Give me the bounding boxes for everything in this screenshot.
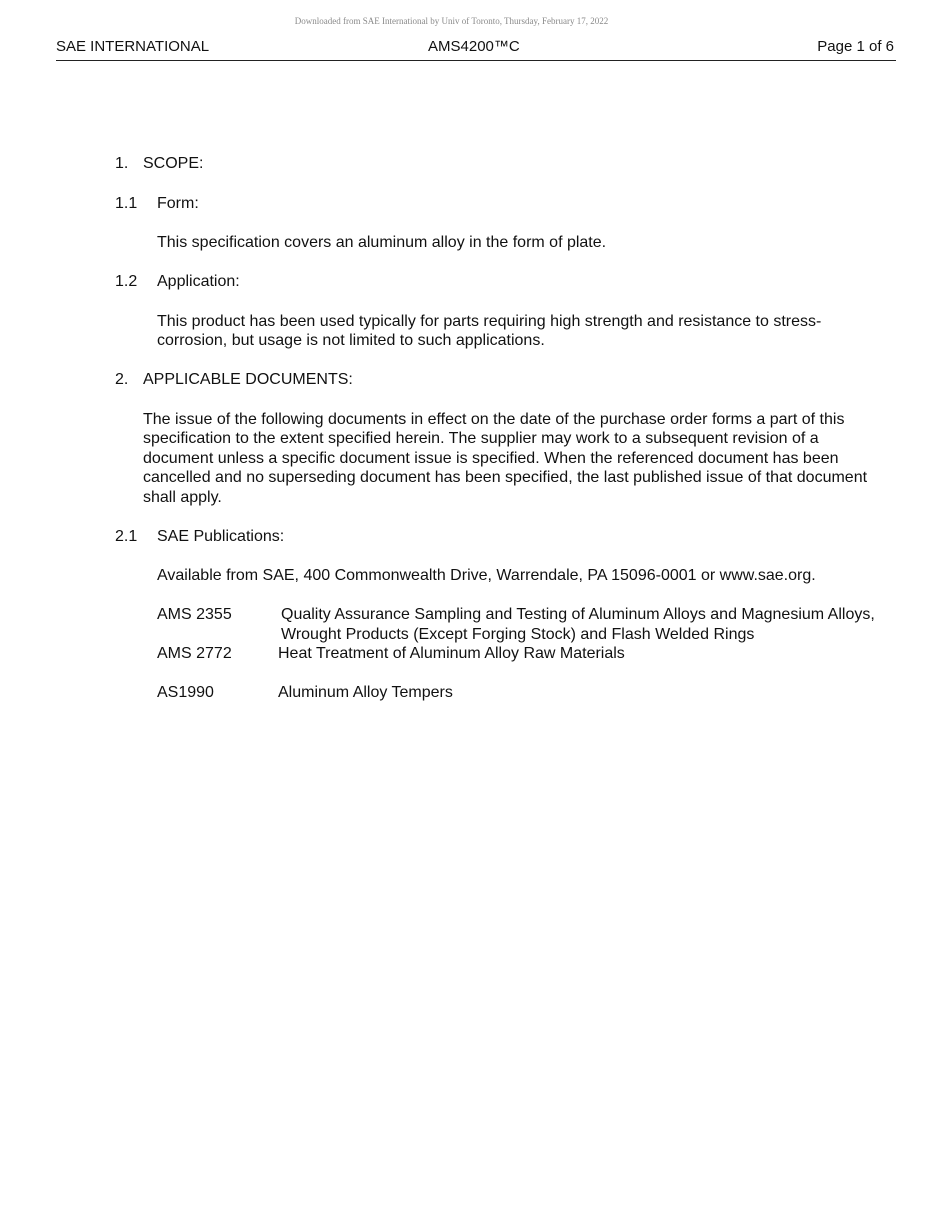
section-title: SAE Publications: [157, 527, 285, 545]
download-watermark: Downloaded from SAE International by Univ of Toronto, Thursday, February 17, 2022 [294, 16, 609, 26]
reference-title: Quality Assurance Sampling and Testing of Aluminum Alloys and Magnesium Alloys, Wrought Products (Except Forging Stock) and Flash Welded Rings [281, 606, 875, 643]
section-applicable-documents-text: The issue of the following documents in effect on the date of the purchase order forms a part of this specification to the extent specified herein. The supplier may work to a subsequent revision of a document unless a specific document issue is specified. When the referenced document has been cancelled and no superseding document has been specified, the last published issue of that document shall apply. [143, 410, 868, 506]
section-sae-publications-text: Available from SAE, 400 Commonwealth Drive, Warrendale, PA 15096-0001 or www.sae.org. [157, 567, 816, 584]
section-number: 1.2 [115, 273, 138, 290]
section-application-heading [0, 272, 950, 292]
section-applicable-documents-heading [0, 370, 950, 390]
section-scope-heading [0, 154, 950, 174]
section-title: Form: [157, 194, 199, 212]
header-organization: SAE INTERNATIONAL [56, 38, 210, 55]
page-header [56, 38, 896, 61]
reference-code: AS1990 [157, 684, 214, 701]
reference-code: AMS 2772 [157, 645, 232, 662]
section-number: 1. [115, 155, 129, 172]
reference-list [157, 605, 877, 703]
section-number: 2.1 [115, 527, 138, 545]
section-title: APPLICABLE DOCUMENTS: [143, 371, 353, 388]
header-document-id: AMS4200™C [428, 38, 520, 55]
section-title: Application: [157, 273, 240, 290]
section-sae-publications-heading [0, 527, 950, 547]
reference-title: Heat Treatment of Aluminum Alloy Raw Materials [278, 645, 625, 662]
section-title: SCOPE: [143, 155, 204, 172]
document-body [0, 154, 950, 703]
reference-item [157, 605, 877, 644]
reference-title: Aluminum Alloy Tempers [278, 684, 453, 701]
header-page-number: Page 1 of 6 [817, 38, 894, 55]
section-application-text: This product has been used typically for parts requiring high strength and resistance to stress-corrosion, but usage is not limited to such applications. [157, 312, 822, 349]
section-form-heading [0, 194, 950, 214]
section-form-text: This specification covers an aluminum alloy in the form of plate. [157, 234, 607, 251]
section-number: 1.1 [115, 194, 138, 212]
reference-code: AMS 2355 [157, 606, 232, 623]
section-number: 2. [115, 371, 129, 388]
reference-item [157, 644, 877, 664]
reference-item [157, 683, 877, 703]
